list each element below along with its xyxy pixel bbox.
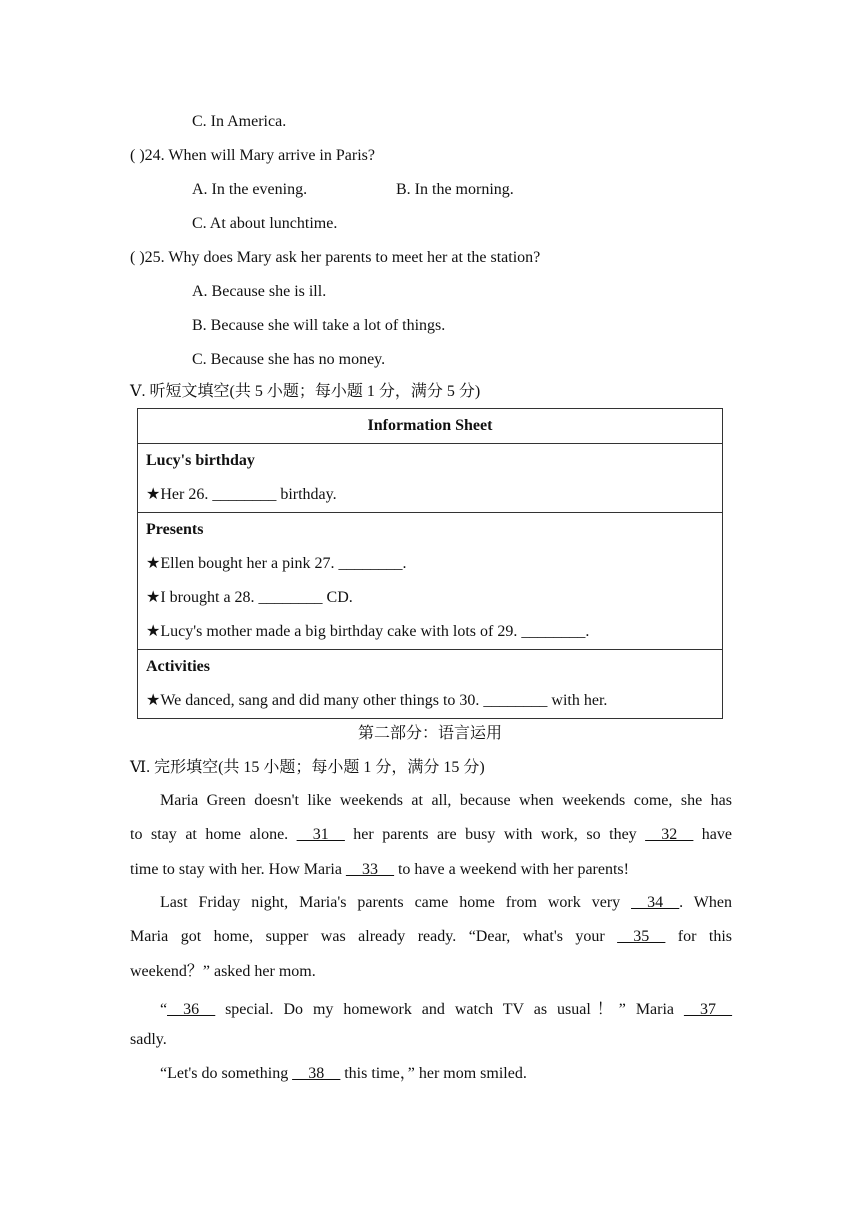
passage-p1-line3: time to stay with her. How Maria __33__ to have a weekend with her parents!: [130, 861, 629, 878]
answer-bracket[interactable]: ( ): [130, 249, 145, 266]
blank-32[interactable]: __32__: [645, 826, 694, 843]
blank-37[interactable]: __37__: [684, 1001, 732, 1018]
blank-36[interactable]: __36__: [167, 1001, 216, 1018]
passage-p2-line3: weekend？” asked her mom.: [130, 963, 316, 980]
passage-p3-line2: sadly.: [130, 1031, 167, 1048]
q25-option-a: A. Because she is ill.: [192, 283, 327, 300]
passage-p1-line1: Maria Green doesn't like weekends at all, because when weekends come, she has: [160, 792, 732, 809]
blank-27-line[interactable]: ★Ellen bought her a pink 27. ________.: [146, 555, 407, 572]
passage-p3-line1: “__36__ special. Do my homework and watch TV as usual！” Maria __37__: [160, 1001, 732, 1018]
blank-26-line[interactable]: ★Her 26. ________ birthday.: [146, 486, 337, 503]
blank-30-line[interactable]: ★We danced, sang and did many other things to 30. ________ with her.: [146, 692, 608, 709]
q24-option-a: A. In the evening.: [192, 181, 308, 198]
blank-28-line[interactable]: ★I brought a 28. ________ CD.: [146, 589, 353, 606]
section-6-title: Ⅵ. 完形填空(共 15 小题；每小题 1 分，满分 15 分): [130, 759, 485, 776]
birthday-heading: Lucy's birthday: [146, 452, 255, 469]
blank-33[interactable]: __33__: [345, 861, 394, 878]
activities-cell: [138, 650, 723, 719]
passage-p1-line2: to stay at home alone. __31__ her parents are busy with work, so they __32__ have: [130, 826, 733, 843]
presents-heading: Presents: [146, 521, 204, 538]
birthday-cell: [138, 444, 723, 513]
q23-option-c: C. In America.: [192, 113, 287, 130]
information-sheet: [137, 408, 723, 719]
blank-31[interactable]: __31__: [296, 826, 345, 843]
answer-bracket[interactable]: ( ): [130, 147, 145, 164]
q24-question: [130, 146, 375, 166]
q24-option-b: B. In the morning.: [396, 181, 514, 198]
presents-cell: [138, 513, 723, 650]
blank-35[interactable]: __35__: [617, 928, 666, 945]
q25-text: 25. Why does Mary ask her parents to meet her at the station?: [144, 249, 541, 266]
info-sheet-title: Information Sheet: [138, 409, 723, 444]
passage-p4-line1: “Let's do something __38__ this time，” her mom smiled.: [160, 1065, 527, 1082]
passage-p2-line1: Last Friday night, Maria's parents came home from work very __34__. When: [160, 894, 733, 911]
q25-question: [130, 248, 540, 268]
blank-38[interactable]: __38__: [292, 1065, 341, 1082]
passage-p2-line2: Maria got home, supper was already ready. “Dear, what's your __35__ for this: [130, 928, 732, 945]
blank-29-line[interactable]: ★Lucy's mother made a big birthday cake with lots of 29. ________.: [146, 623, 590, 640]
q24-text: 24. When will Mary arrive in Paris?: [144, 147, 375, 164]
blank-34[interactable]: __34__: [631, 894, 680, 911]
q25-option-b: B. Because she will take a lot of things.: [192, 317, 446, 334]
q24-option-c: C. At about lunchtime.: [192, 215, 338, 232]
part-2-title: 第二部分：语言运用: [357, 725, 502, 742]
activities-heading: Activities: [146, 658, 210, 675]
q25-option-c: C. Because she has no money.: [192, 351, 386, 368]
section-5-title: Ⅴ. 听短文填空(共 5 小题；每小题 1 分，满分 5 分): [130, 383, 481, 400]
